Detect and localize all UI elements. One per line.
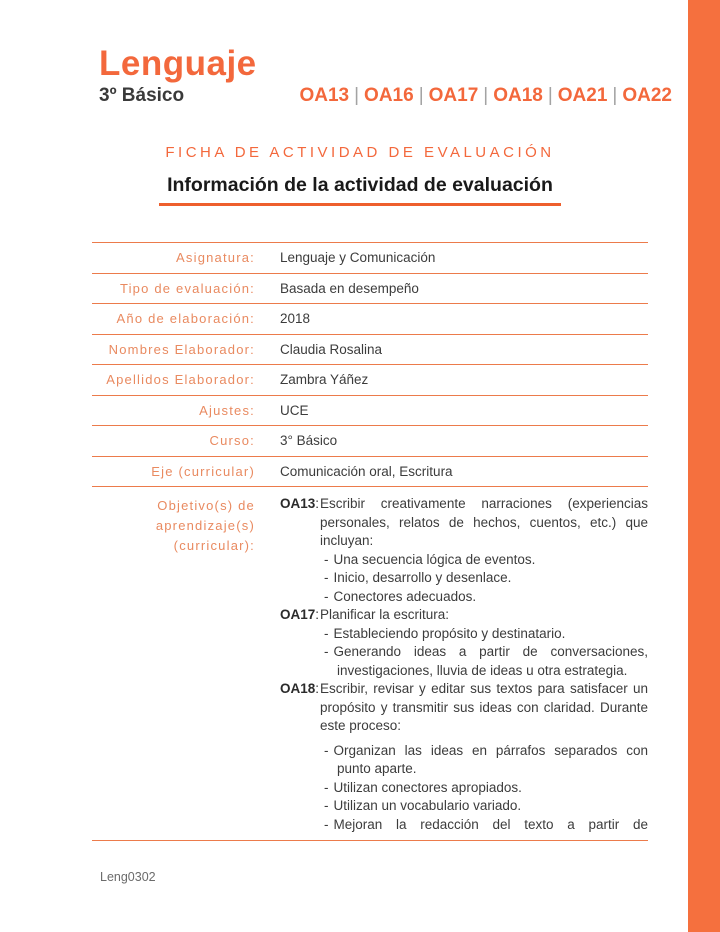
- bullet-item: [324, 779, 648, 798]
- bullet-item: [324, 551, 648, 570]
- bullet-dash: -: [324, 816, 329, 832]
- oa-code-text: OA17: [280, 607, 316, 622]
- oa-code: OA16: [364, 85, 414, 106]
- bullet-item: [324, 588, 648, 607]
- oa-separator: |: [354, 85, 360, 106]
- info-table: [92, 242, 648, 841]
- bullet-text: Conectores adecuados.: [333, 588, 477, 604]
- bullet-text: Utilizan conectores apropiados.: [333, 779, 522, 795]
- oa-code-colon: :: [315, 681, 320, 696]
- oa-code-label: [280, 606, 320, 680]
- document-header: [99, 46, 672, 107]
- objective-oa13: [280, 495, 648, 606]
- objectives-label-line: (curricular):: [173, 538, 255, 553]
- oa-code-label: [280, 680, 320, 834]
- bullet-text: Generando ideas a partir de conversaciones, investigaciones, lluvia de ideas u otra estrategia.: [333, 644, 648, 678]
- bullet-text: Una secuencia lógica de eventos.: [333, 551, 536, 567]
- oa-body: [320, 606, 648, 680]
- bullet-dash: -: [324, 742, 329, 758]
- oa-bullet-list: [324, 551, 648, 607]
- page-title: Información de la actividad de evaluación: [159, 174, 561, 206]
- objective-oa17: [280, 606, 648, 680]
- bullet-item: [324, 643, 648, 680]
- row-label: Apellidos Elaborador:: [106, 372, 255, 388]
- row-value: 3° Básico: [280, 433, 338, 449]
- row-label: Tipo de evaluación:: [119, 280, 255, 296]
- oa-code-label: [280, 495, 320, 606]
- oa-description: Escribir, revisar y editar sus textos para satisfacer un propósito y transmitir sus ideas con claridad. Durante este proceso:: [320, 681, 648, 733]
- table-row-ano-elaboracion: [92, 303, 648, 334]
- bullet-text: Utilizan un vocabulario variado.: [333, 798, 522, 813]
- doc-code: Leng0302: [100, 870, 156, 884]
- oa-description: Planificar la escritura:: [320, 607, 450, 622]
- table-row-nombres-elaborador: [92, 334, 648, 365]
- bullet-dash: -: [324, 779, 329, 795]
- oa-separator: |: [547, 85, 553, 106]
- table-row-objetivos: [92, 486, 648, 840]
- objectives-content: [280, 495, 648, 834]
- oa-code: OA18: [493, 85, 543, 106]
- objective-oa18: [280, 680, 648, 834]
- bullet-text: Estableciendo propósito y destinatario.: [333, 625, 566, 641]
- table-row-curso: [92, 425, 648, 456]
- objectives-label-line: Objetivo(s) de: [157, 498, 255, 513]
- oa-code-colon: :: [315, 496, 320, 511]
- bullet-dash: -: [324, 798, 329, 813]
- row-value: Zambra Yáñez: [280, 372, 369, 388]
- bullet-item: [324, 569, 648, 588]
- bullet-dash: -: [324, 588, 329, 604]
- bullet-text: Inicio, desarrollo y desenlace.: [333, 570, 512, 585]
- bullet-item: [324, 742, 648, 779]
- oa-description: Escribir creativamente narraciones (experiencias personales, relatos de hechos, cuentos, etc.) que incluyan:: [320, 496, 648, 548]
- oa-code: OA21: [557, 85, 608, 106]
- oa-code: OA13: [299, 85, 350, 106]
- grade-label: 3º Básico: [99, 85, 185, 106]
- bullet-dash: -: [324, 570, 329, 585]
- oa-code-text: OA13: [280, 496, 316, 511]
- title-wrap: [0, 174, 720, 206]
- oa-code: OA17: [428, 85, 479, 106]
- section-kicker: FICHA DE ACTIVIDAD DE EVALUACIÓN: [165, 144, 555, 161]
- bullet-dash: -: [324, 551, 329, 567]
- row-label: Asignatura:: [176, 250, 255, 266]
- row-value: Comunicación oral, Escritura: [280, 463, 453, 479]
- row-label: Eje (curricular): [151, 463, 255, 479]
- bullet-item-truncated: [324, 816, 648, 835]
- oa-separator: |: [418, 85, 424, 106]
- row-label: Ajustes:: [199, 402, 255, 418]
- bullet-text: Mejoran la redacción del texto a partir de: [333, 816, 648, 832]
- header-row: [99, 85, 672, 107]
- oa-code-text: OA18: [280, 681, 316, 696]
- oa-separator: |: [612, 85, 618, 106]
- table-row-asignatura: [92, 242, 648, 273]
- subject-title: Lenguaje: [99, 44, 257, 83]
- bullet-dash: -: [324, 625, 329, 641]
- table-row-tipo-evaluacion: [92, 273, 648, 304]
- row-label: Año de elaboración:: [116, 311, 255, 327]
- oa-body: [320, 680, 648, 834]
- oa-body: [320, 495, 648, 606]
- table-row-eje-curricular: [92, 456, 648, 487]
- row-value: Lenguaje y Comunicación: [280, 250, 436, 266]
- row-label-objetivos: [92, 495, 255, 556]
- row-value: 2018: [280, 311, 311, 327]
- oa-bullet-list: [324, 625, 648, 681]
- oa-bullet-list: [324, 742, 648, 835]
- oa-codes-list: [299, 85, 672, 107]
- bullet-text: Organizan las ideas en párrafos separados con punto aparte.: [333, 742, 648, 776]
- right-accent-bar: [688, 0, 720, 932]
- oa-separator: |: [483, 85, 489, 106]
- row-value: Claudia Rosalina: [280, 341, 383, 357]
- bullet-item: [324, 797, 648, 816]
- row-label: Nombres Elaborador:: [108, 341, 255, 357]
- table-row-apellidos-elaborador: [92, 364, 648, 395]
- table-row-ajustes: [92, 395, 648, 426]
- objectives-label-line: aprendizaje(s): [155, 518, 255, 533]
- bullet-item: [324, 625, 648, 644]
- row-label: Curso:: [209, 433, 255, 449]
- row-value: Basada en desempeño: [280, 280, 419, 296]
- row-value: UCE: [280, 402, 309, 418]
- bullet-dash: -: [324, 644, 329, 659]
- oa-code: OA22: [622, 85, 672, 106]
- oa-code-colon: :: [315, 607, 320, 622]
